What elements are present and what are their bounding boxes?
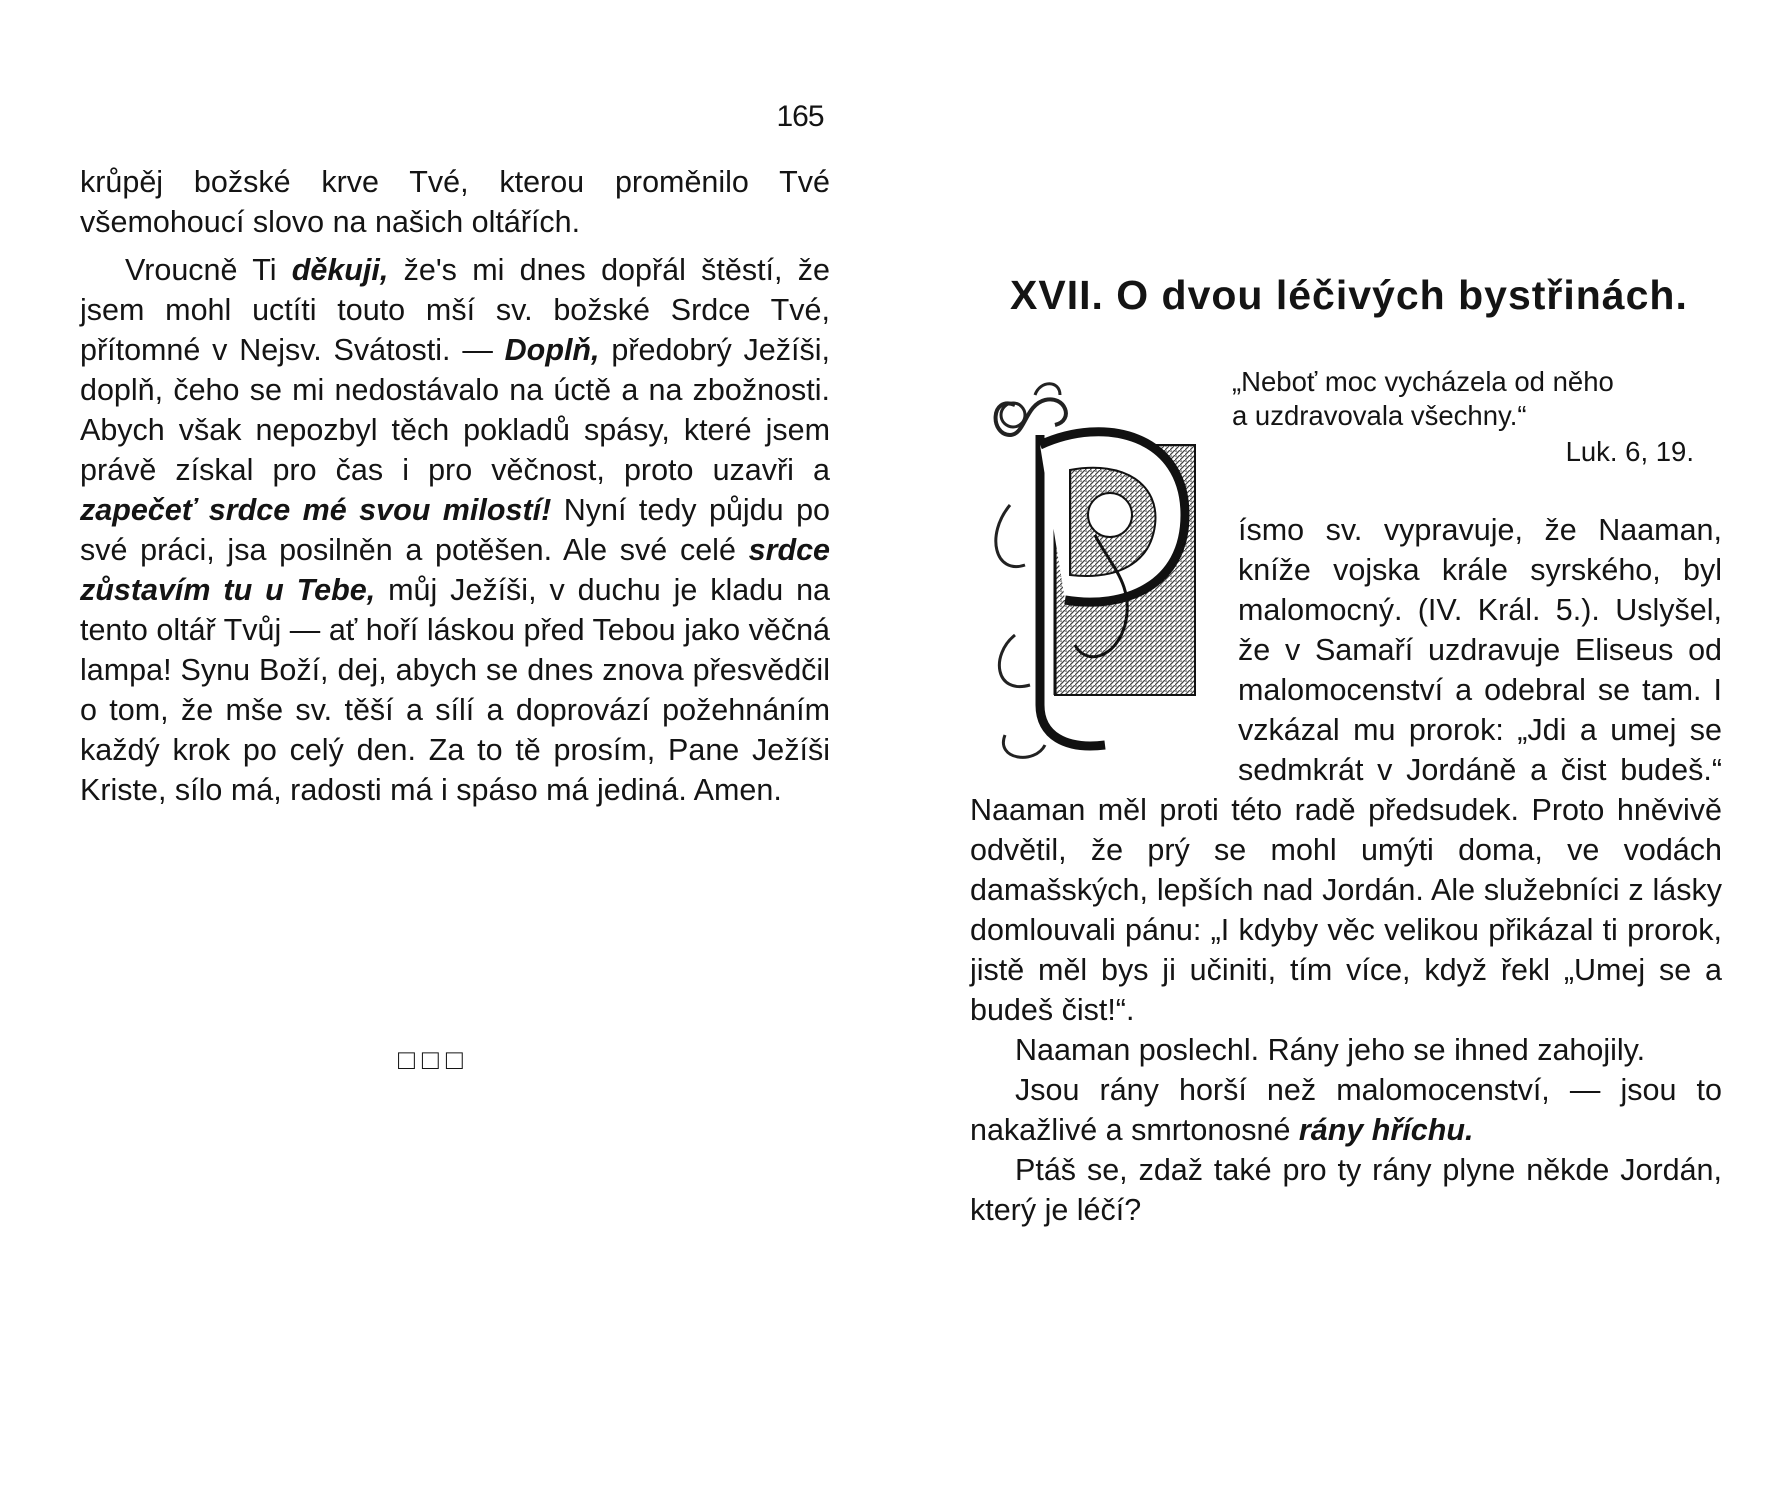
paragraph: Naaman poslechl. Rány jeho se ihned zahojily. [1015, 1033, 1646, 1067]
emphasis: děkuji, [291, 253, 389, 287]
epigraph-line: a uzdravovala všechny.“ [1232, 400, 1527, 431]
page-number: 165 [776, 100, 824, 133]
paragraph: krůpěj božské krve Tvé, kterou proměnilo Tvé všemohoucí slovo na našich oltářích. [80, 165, 830, 239]
section-end-ornament: □□□ [398, 1044, 470, 1075]
chapter-title: XVII. O dvou léčivých bystřinách. [1010, 272, 1688, 318]
paragraph: Jsou rány horší než malomocenství, — jsou to nakažlivé a smrtonosné rány hříchu. [970, 1073, 1722, 1147]
dropcap-spacer [970, 510, 1238, 780]
emphasis: zapečeť srdce mé svou milostí! [80, 493, 552, 527]
emphasis: rány hříchu. [1298, 1113, 1474, 1147]
dropcap-spacer [970, 780, 1050, 782]
paragraph: Ptáš se, zdaž také pro ty rány plyne někde Jordán, který je léčí? [970, 1153, 1722, 1227]
emphasis: Doplň, [504, 333, 600, 367]
epigraph-line: „Neboť moc vycházela od něho [1232, 366, 1614, 397]
emphasis: srdce zůstavím tu u Tebe, [80, 533, 830, 607]
paragraph-prayer: Vroucně Ti děkuji, že's mi dnes dopřál štěstí, že jsem mohl uctíti touto mší sv. božské Srdce Tvé, přítomné v Nejsv. Svátosti. — Doplň, předobrý Ježíši, doplň, čeho se mi nedostávalo na úctě a na zbožnosti. Abych však nepozbyl těch pokladů spásy, které jsem právě získal pro čas i pro věčnost, proto uzavři a zapečeť srdce mé svou milostí! Nyní tedy půjdu po své práci, jsa posilněn a potěšen. Ale své celé srdce zůstavím tu u Tebe, můj Ježíši, v duchu je kladu na tento oltář Tvůj — ať hoří láskou před Tebou jako věčná lampa! Synu Boží, dej, abych se dnes znova přesvědčil o tom, že mše sv. těší a sílí a doprovází požehnáním každý krok po celý den. Za to tě prosím, Pane Ježíši Kriste, sílo má, radosti má i spáso má jediná. Amen. [80, 253, 830, 807]
left-page-text [80, 162, 830, 810]
epigraph [1232, 365, 1694, 469]
epigraph-reference: Luk. 6, 19. [1565, 436, 1694, 467]
right-page-text [970, 510, 1722, 1230]
paragraph-opening: ísmo sv. vypravuje, že Naaman, kníže vojska krále syrského, byl malomocný. (IV. Král. 5.). Uslyšel, že v Samaří uzdravuje Eliseus od malomocenství a odebral se tam. I vzkázal mu prorok: „Jdi a umej se sedmkrát v Jordáně a čist budeš.“ Naaman měl proti této radě předsudek. Proto hněvivě odvětil, že prý se mohl umýti doma, ve vodách damašských, lepších nad Jordán. Ale služebníci z lásky domlouvali pánu: „I kdyby věc velikou přikázal ti prorok, jistě měl bys ji učiniti, tím více, když řekl „Umej se a budeš čist!“. [970, 513, 1722, 1027]
